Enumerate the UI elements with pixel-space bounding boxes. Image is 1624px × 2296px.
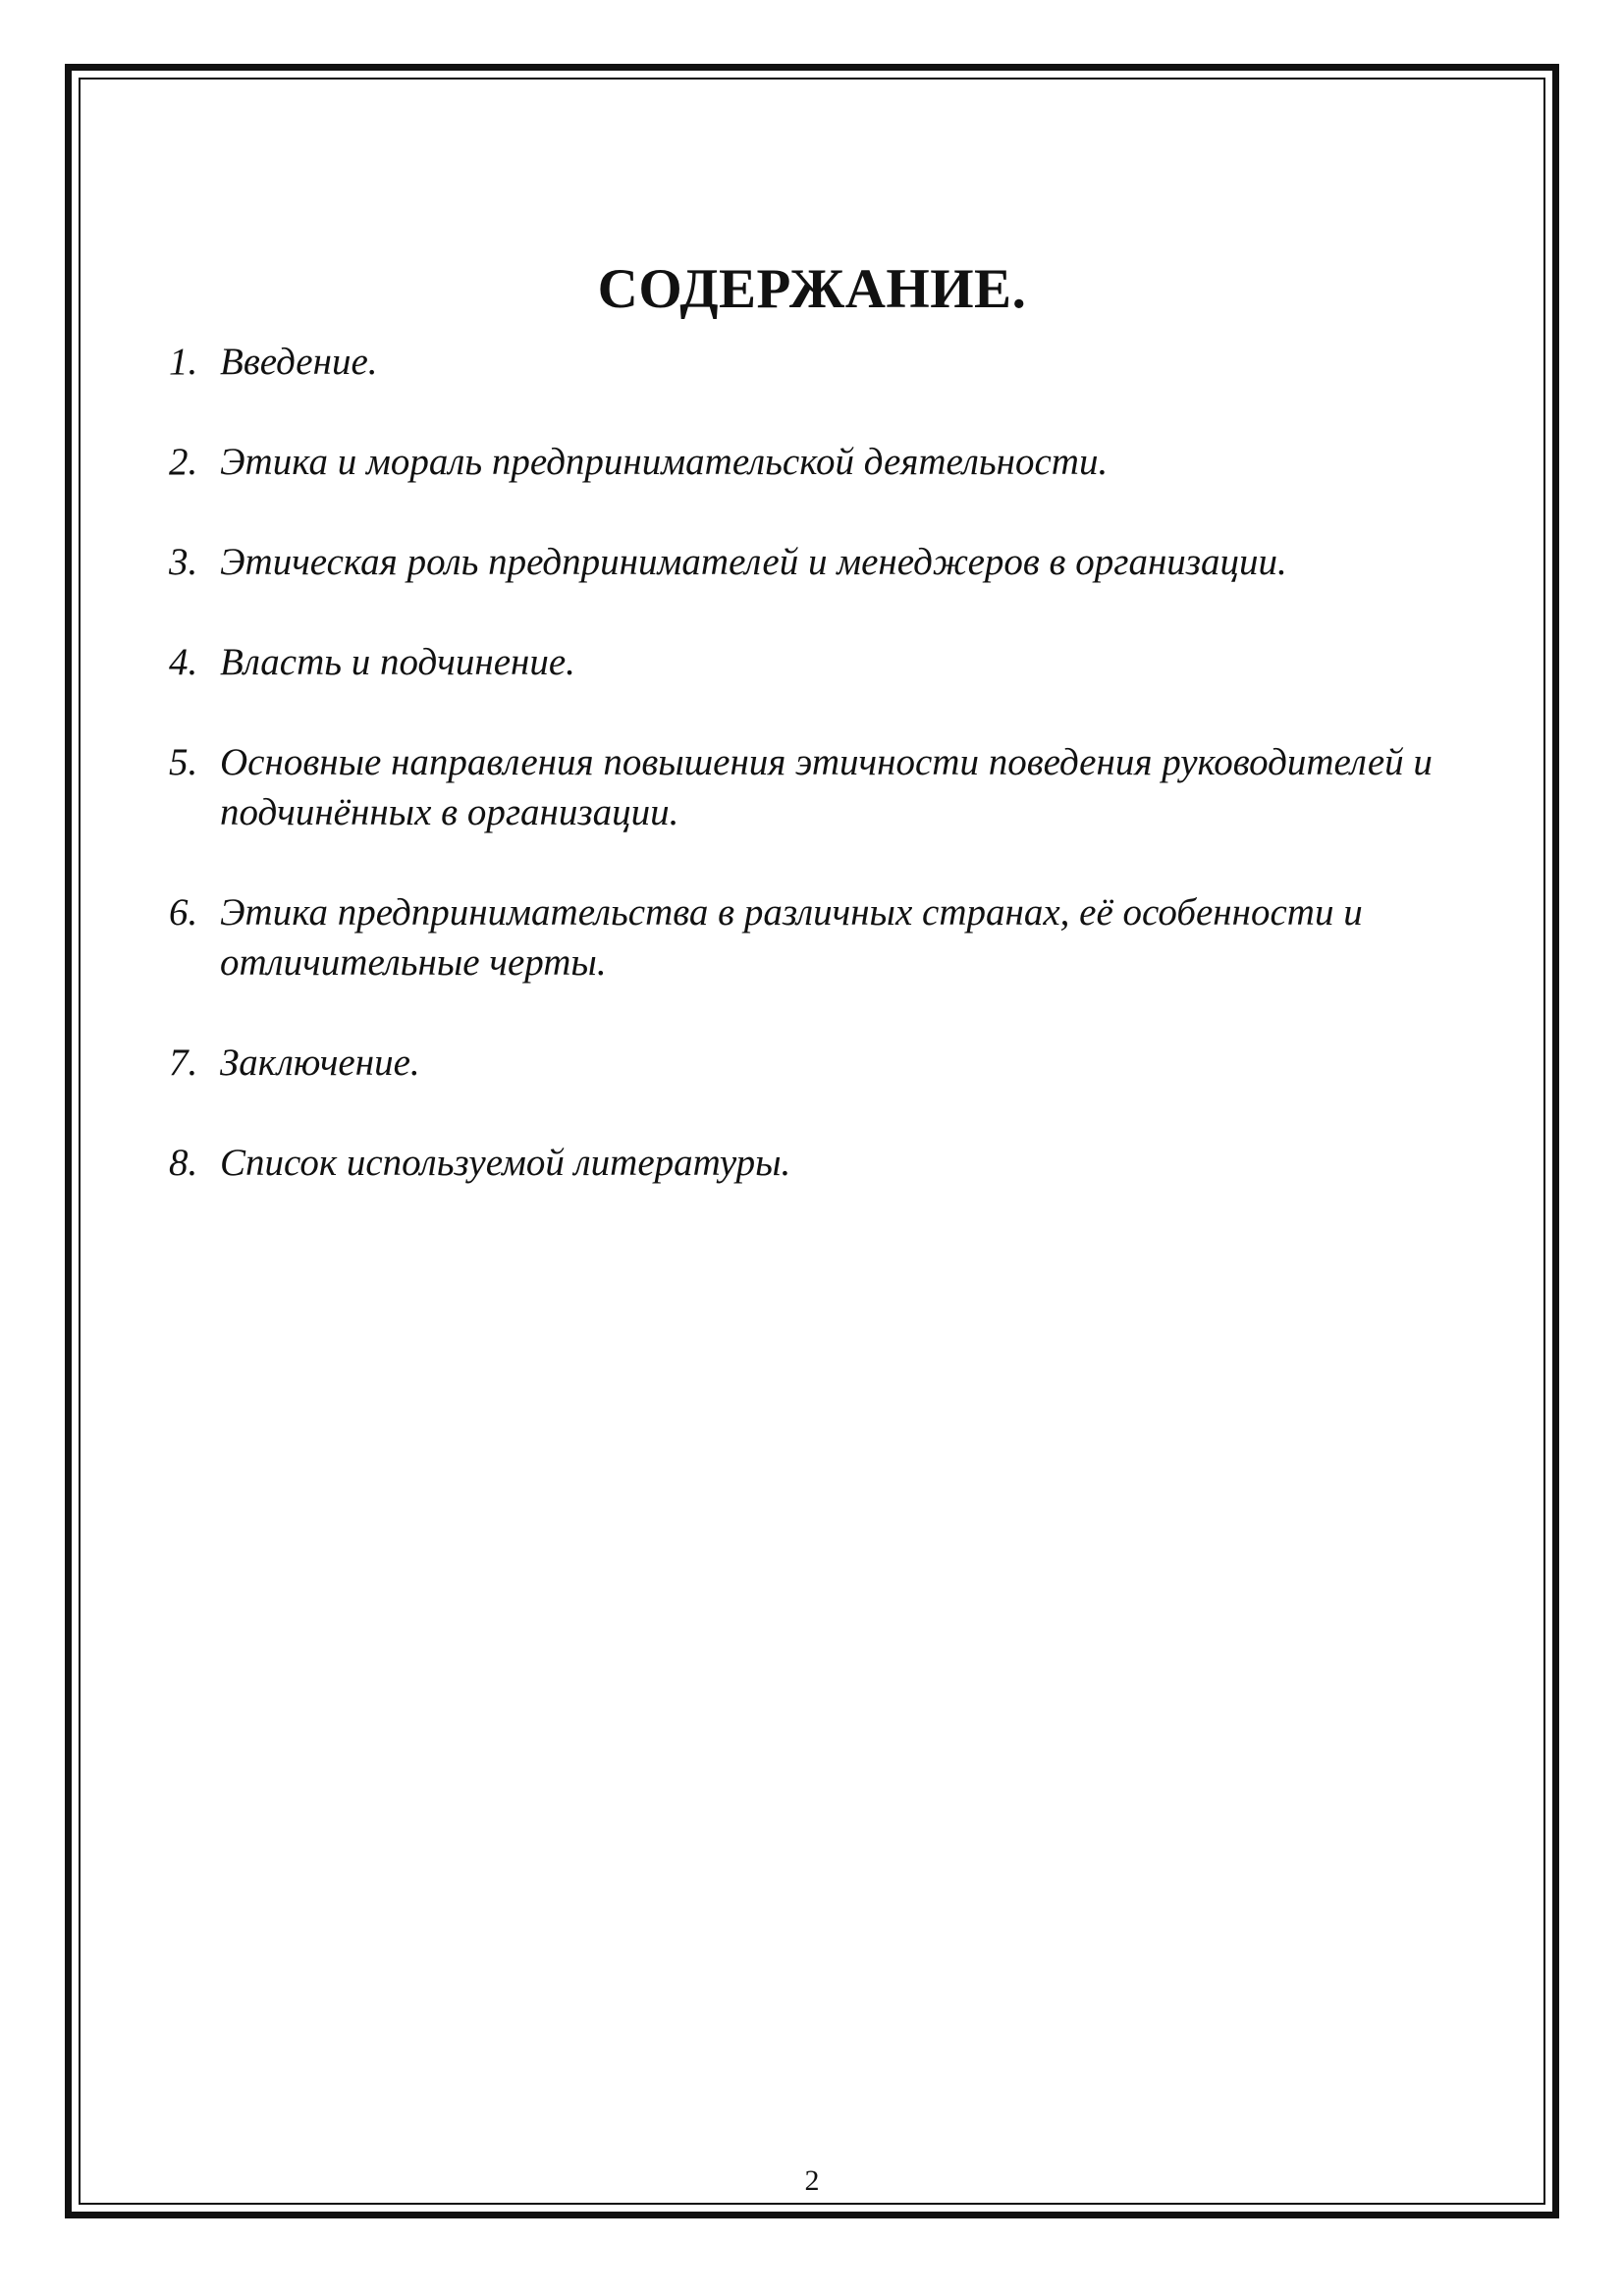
toc-item-text: Власть и подчинение. xyxy=(220,641,575,683)
toc-item-introduction xyxy=(169,337,1524,387)
toc-item-text: Заключение. xyxy=(220,1041,420,1084)
toc-item-bibliography xyxy=(169,1138,1524,1188)
toc-item-number: 6. xyxy=(169,891,198,934)
toc-item-number: 3. xyxy=(169,541,198,583)
toc-item-text: Этика предпринимательства в различных странах, её особенности и отличительные черты. xyxy=(220,891,1363,984)
toc-item-text: Введение. xyxy=(220,341,378,383)
toc-item-number: 7. xyxy=(169,1041,198,1084)
toc-item-text: Основные направления повышения этичности поведения руководителей и подчинённых в организации. xyxy=(220,741,1433,833)
toc-item-number: 2. xyxy=(169,441,198,483)
toc-item-text: Список используемой литературы. xyxy=(220,1142,791,1184)
toc-item-number: 5. xyxy=(169,741,198,783)
toc-item-text: Этическая роль предпринимателей и менеджеров в организации. xyxy=(220,541,1287,583)
toc-item-ethical-role xyxy=(169,537,1524,587)
table-of-contents xyxy=(169,337,1524,1238)
page-title: СОДЕРЖАНИЕ. xyxy=(597,258,1027,321)
toc-item-conclusion xyxy=(169,1038,1524,1088)
toc-item-text: Этика и мораль предпринимательской деятельности. xyxy=(220,441,1109,483)
toc-item-ethics-and-morals xyxy=(169,437,1524,487)
toc-item-number: 1. xyxy=(169,341,198,383)
toc-item-power-and-subordination xyxy=(169,637,1524,687)
toc-item-number: 8. xyxy=(169,1142,198,1184)
toc-item-improving-ethics xyxy=(169,737,1524,837)
page-number: 2 xyxy=(804,2164,820,2197)
toc-item-number: 4. xyxy=(169,641,198,683)
toc-item-ethics-in-countries xyxy=(169,887,1524,988)
